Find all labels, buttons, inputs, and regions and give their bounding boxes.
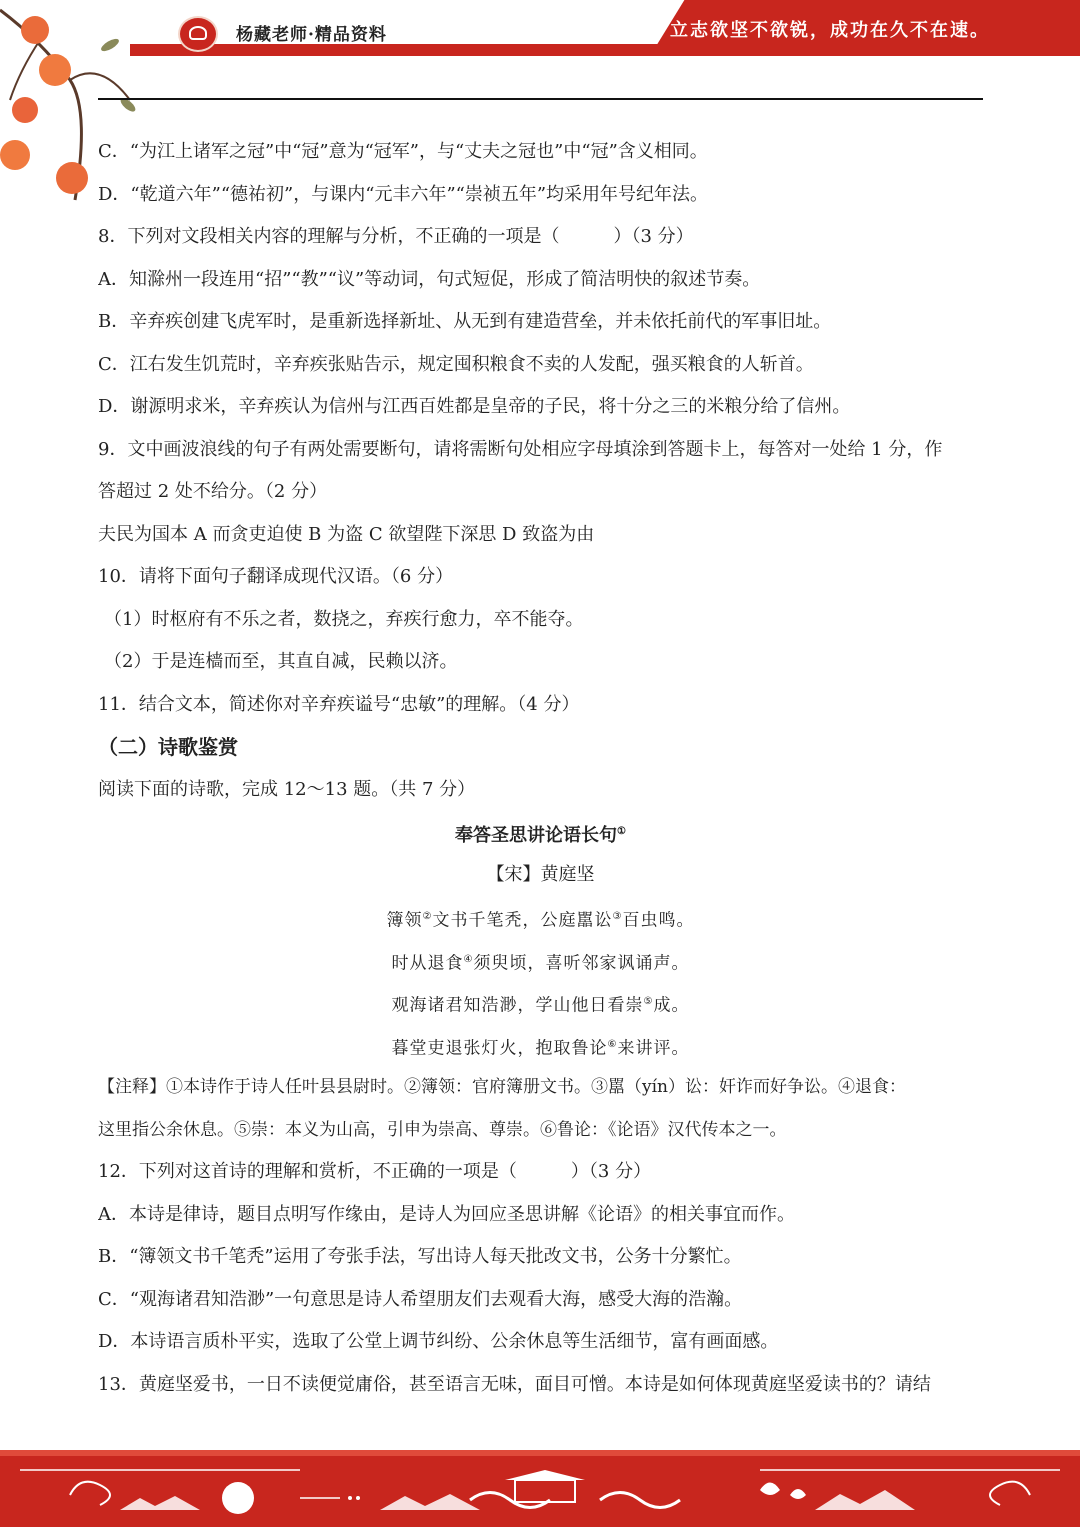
option-7d: D．“乾道六年”“德祐初”，与课内“元丰六年”“崇祯五年”均采用年号纪年法。 (98, 183, 709, 205)
footer-decoration-icon (0, 1450, 1080, 1527)
question-8: 8．下列对文段相关内容的理解与分析，不正确的一项是（ ）（3 分） (98, 226, 694, 247)
question-10: 10．请将下面句子翻译成现代汉语。（6 分） (98, 566, 454, 587)
poem-text: 文书千笔秃，公庭嚚讼 (432, 910, 613, 931)
poem-text: 成。 (653, 995, 690, 1016)
poem-notes-cont: 这里指公余休息。⑤崇：本义为山高，引申为崇高、尊崇。⑥鲁论：《论语》汉代传本之一。 (98, 1119, 787, 1140)
option-12b: B．“簿领文书千笔秃”运用了夸张手法，写出诗人每天批改文书，公务十分繁忙。 (98, 1246, 742, 1267)
poem-text: 暮堂吏退张灯火，抱取鲁论 (391, 1038, 608, 1059)
option-7c: C．“为江上诸军之冠”中“冠”意为“冠军”，与“丈夫之冠也”中“冠”含义相同。 (98, 141, 708, 162)
option-12c: C．“观海诸君知浩渺”一句意思是诗人希望朋友们去观看大海，感受大海的浩瀚。 (98, 1288, 743, 1310)
document-body (98, 131, 983, 1406)
poem-notes: 【注释】①本诗作于诗人任叶县县尉时。②簿领：官府簿册文书。③嚚（yín）讼：奸诈而好争讼。④退食： (98, 1077, 906, 1097)
slogan-text: 立志欲坚不欲锐，成功在久不在速。 (670, 20, 990, 41)
poem-title-mark: ① (617, 826, 626, 837)
question-10-1: （1）时枢府有不乐之者，数挠之，弃疾行愈力，卒不能夺。 (104, 608, 584, 630)
poem-line (98, 1024, 983, 1067)
poem-author: 【宋】黄庭坚 (486, 863, 595, 885)
poem-line (98, 896, 983, 939)
question-11: 11．结合文本，简述你对辛弃疾谥号“忠敏”的理解。（4 分） (98, 693, 580, 715)
poem-title (98, 811, 983, 854)
brand-name: 杨藏老师·精品资料 (236, 25, 387, 45)
poem-text: 百虫鸣。 (622, 910, 695, 931)
poem-text: 观海诸君知浩渺，学山他日看崇 (391, 995, 644, 1016)
page-footer (0, 1450, 1080, 1527)
note-mark: ② (422, 911, 433, 922)
poem-text: 簿领 (386, 910, 423, 931)
option-8a: A．知滁州一段连用“招”“教”“议”等动词，句式短促，形成了简洁明快的叙述节奏。 (98, 268, 761, 290)
question-13: 13．黄庭坚爱书，一日不读便觉庸俗，甚至语言无味，面目可憎。本诗是如何体现黄庭坚爱读书的？请结 (98, 1373, 931, 1395)
header-rule (98, 98, 983, 100)
poem-text: 须臾顷，喜听邻家讽诵声。 (473, 953, 690, 974)
page-header (0, 0, 1080, 100)
option-8d: D．谢源明求米，辛弃疾认为信州与江西百姓都是皇帝的子民，将十分之三的米粮分给了信州。 (98, 396, 851, 417)
logo-icon (178, 16, 218, 52)
option-12a: A．本诗是律诗，题目点明写作缘由，是诗人为回应圣思讲解《论语》的相关事宜而作。 (98, 1203, 795, 1225)
poem-instruction: 阅读下面的诗歌，完成 12～13 题。（共 7 分） (98, 778, 476, 800)
question-9: 9．文中画波浪线的句子有两处需要断句，请将需断句处相应字母填涂到答题卡上，每答对一处给 1 分，作 (98, 438, 943, 460)
question-10-2: （2）于是连樯而至，其直自减，民赖以济。 (104, 651, 458, 672)
poem-text: 时从退食 (391, 953, 464, 974)
poem-title-text: 奉答圣思讲论语长句 (455, 825, 618, 846)
note-mark: ④ (463, 953, 474, 965)
option-12d: D．本诗语言质朴平实，选取了公堂上调节纠纷、公余休息等生活细节，富有画面感。 (98, 1331, 779, 1352)
note-mark: ⑥ (607, 1038, 618, 1050)
poem-line (98, 939, 983, 982)
note-mark: ③ (612, 911, 623, 922)
poem-line (98, 981, 983, 1024)
question-9-cont: 答超过 2 处不给分。（2 分） (98, 481, 328, 502)
option-8c: C．江右发生饥荒时，辛弃疾张贴告示，规定囤积粮食不卖的人发配，强买粮食的人斩首。 (98, 353, 814, 375)
option-8b: B．辛弃疾创建飞虎军时，是重新选择新址、从无到有建造营垒，并未依托前代的军事旧址。 (98, 311, 832, 332)
question-9-sentence: 夫民为国本 A 而贪吏迫使 B 为盗 C 欲望陛下深思 D 致盗为由 (98, 523, 595, 545)
section-title: （二）诗歌鉴赏 (98, 735, 238, 759)
question-12: 12．下列对这首诗的理解和赏析，不正确的一项是（ ）（3 分） (98, 1161, 652, 1182)
note-mark: ⑤ (643, 996, 654, 1007)
poem-text: 来讲评。 (617, 1038, 690, 1059)
